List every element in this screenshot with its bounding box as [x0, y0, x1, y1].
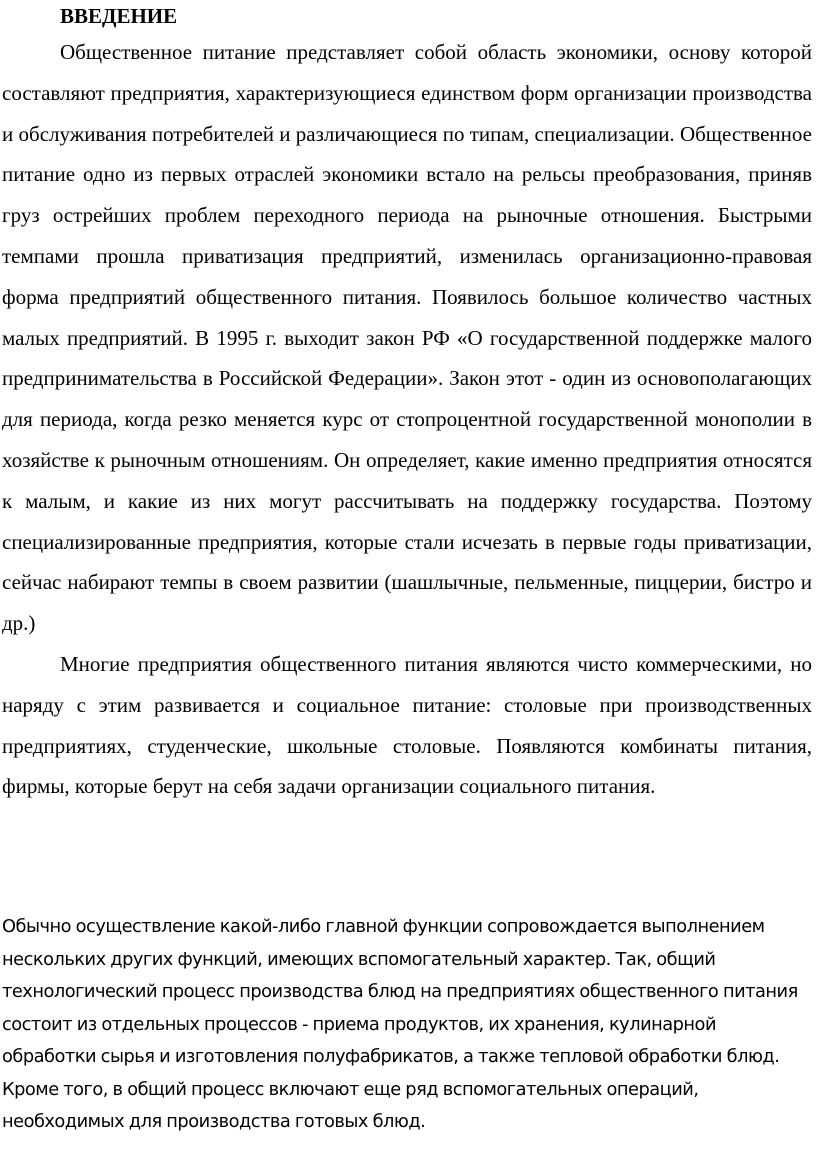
- paragraph-technological-process: Обычно осуществление какой-либо главной функции сопровождается выполнением нескольких других функций, имеющих вспомогательный характер. Так, общий технологический процесс производства блюд на предприятиях общественного питания состоит из отдельных процессов - приема продуктов, их хранения, кулинарной обработки сырья и изготовления полуфабрикатов, а также тепловой обработки блюд. Кроме того, в общий процесс включают еще ряд вспомогательных операций, необходимых для производства готовых блюд.: [2, 916, 798, 1132]
- paragraph-social-catering: Многие предприятия общественного питания являются чисто коммерческими, но наряду с этим развивается и социальное питание: столовые при производственных предприятиях, студенческие, школьные столовые. Появляются комбинаты питания, фирмы, которые берут на себя задачи организации социального питания.: [2, 651, 812, 799]
- paragraph-intro: Общественное питание представляет собой область экономики, основу которой составляют предприятия, характеризующиеся единством форм организации производства и обслуживания потребителей и различающиеся по типам, специализации. Общественное питание одно из первых отраслей экономики встало на рельсы преобразования, приняв груз острейших проблем переходного периода на рыночные отношения. Быстрыми темпами прошла приватизация предприятий, изменилась организационно-правовая форма предприятий общественного питания. Появилось большое количество частных малых предприятий. В 1995 г. выходит закон РФ «О государственной поддержке малого предпринимательства в Российской Федерации». Закон этот - один из основополагающих для периода, когда резко меняется курс от стопроцентной государственной монополии в хозяйстве к рыночным отношениям. Он определяет, какие именно предприятия относятся к малым, и какие из них могут рассчитывать на поддержку государства. Поэтому специализированные предприятия, которые стали исчезать в первые годы приватизации, сейчас набирают темпы в своем развитии (шашлычные, пельменные, пиццерии, бистро и др.): [2, 40, 812, 636]
- main-text: [0, 32, 816, 807]
- document-heading: ВВЕДЕНИЕ: [60, 4, 178, 28]
